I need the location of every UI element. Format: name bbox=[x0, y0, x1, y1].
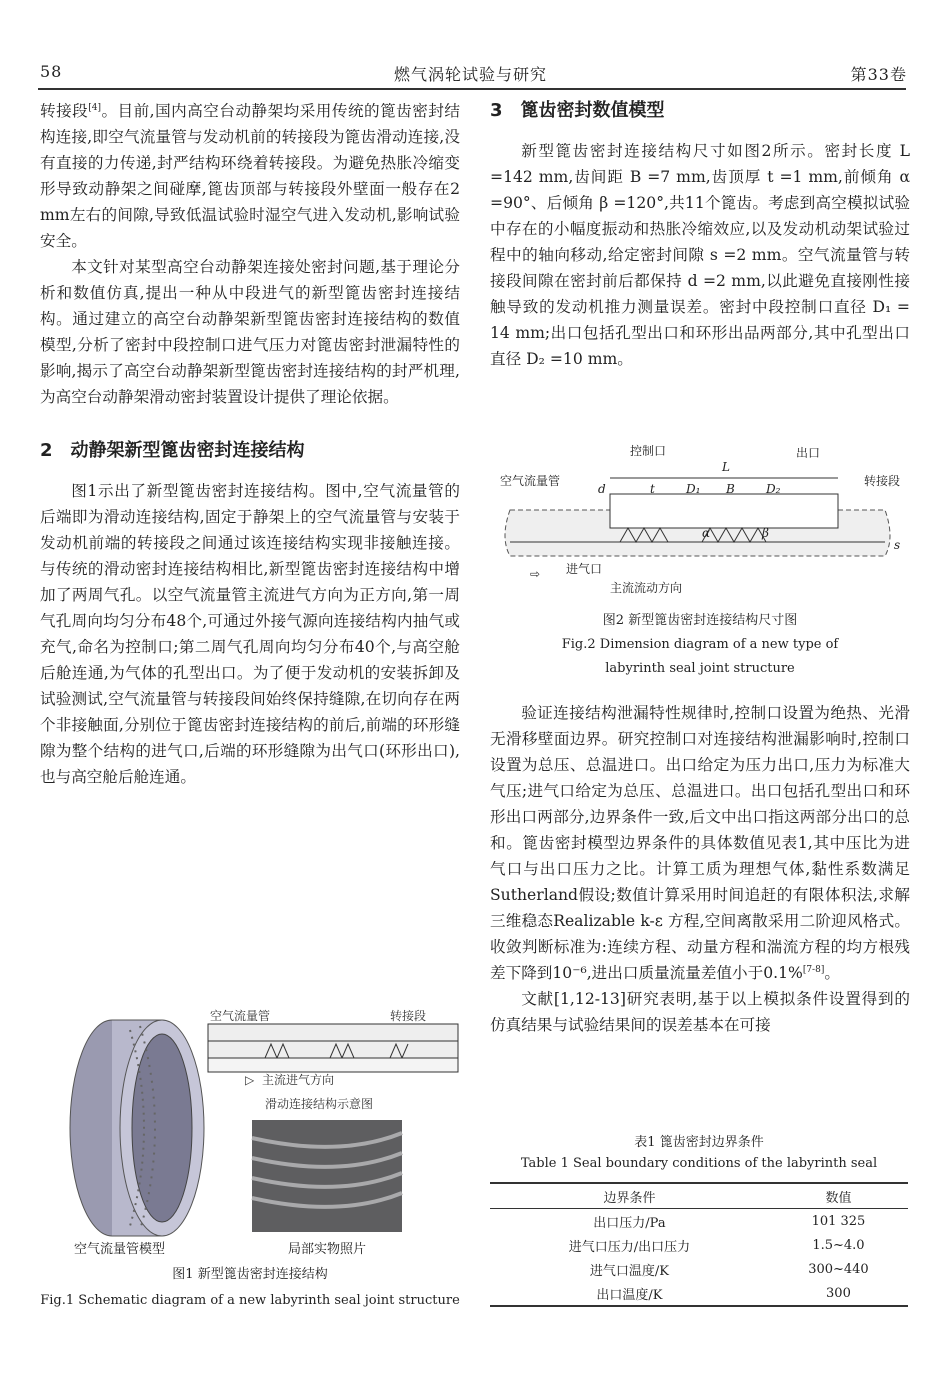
table-cell: 300~440 bbox=[808, 1261, 869, 1277]
table-cell: 300 bbox=[826, 1285, 851, 1301]
table-header-row bbox=[490, 1183, 908, 1209]
fig2-label-in: 进气口 bbox=[566, 562, 603, 576]
fig2-caption-cn: 图2 新型篦齿密封连接结构尺寸图 bbox=[602, 613, 798, 628]
fig1-caption-en: Fig.1 Schematic diagram of a new labyrinth seal joint structure bbox=[40, 1293, 460, 1308]
page-number: 58 bbox=[40, 62, 63, 81]
fig2-label-ctrl: 控制口 bbox=[630, 444, 667, 458]
table-cell: 进气口温度/K bbox=[589, 1263, 669, 1279]
fig1-caption-cn: 图1 新型篦齿密封连接结构 bbox=[172, 1267, 328, 1282]
fig1-label-schematic: 滑动连接结构示意图 bbox=[265, 1097, 374, 1111]
table-row bbox=[490, 1281, 908, 1306]
fig2-sym-B: B bbox=[726, 482, 735, 496]
table-header-cell: 数值 bbox=[825, 1190, 852, 1206]
fig2-sym-D1: D₁ bbox=[686, 482, 701, 496]
table-cell: 出口压力/Pa bbox=[593, 1215, 666, 1231]
period: 。 bbox=[824, 964, 840, 982]
table-cell: 1.5~4.0 bbox=[812, 1237, 865, 1253]
section-3-paragraph-3: 文献[1,12-13]研究表明,基于以上模拟条件设置得到的仿真结果与试验结果间的误差基本在可接 bbox=[490, 990, 910, 1034]
journal-title: 燃气涡轮试验与研究 bbox=[393, 65, 547, 84]
intro-text-cont: 。目前,国内高空台动静架均采用传统的篦齿密封结构连接,即空气流量管与发动机前的转接段为篦齿滑动连接,没有直接的力传递,封严结构环绕着转接段。为避免热胀冷缩变形导致动静架之间碰摩,篦齿顶部与转接段外壁面一般存在2 mm左右的间隙,导致低温试验时湿空气进入发动机,影响试验安全。 bbox=[40, 102, 460, 250]
table-1 bbox=[490, 1132, 908, 1307]
fig2-label-flow: 主流流动方向 bbox=[610, 581, 683, 595]
fig2-sym-t: t bbox=[650, 482, 655, 496]
fig2-label-adapter: 转接段 bbox=[864, 474, 901, 488]
table1-caption-en: Table 1 Seal boundary conditions of the labyrinth seal bbox=[520, 1156, 878, 1171]
right-column bbox=[490, 98, 910, 372]
table1-caption-cn: 表1 篦齿密封边界条件 bbox=[634, 1135, 764, 1150]
figure-2-graphic bbox=[490, 438, 910, 598]
fig2-caption-en-2: labyrinth seal joint structure bbox=[605, 661, 795, 676]
svg-text:▷: ▷ bbox=[245, 1073, 255, 1087]
section-3-text: 验证连接结构泄漏特性规律时,控制口设置为绝热、光滑无滑移壁面边界。研究控制口对连接结构泄漏影响时,控制口设置为总压、总温进口。出口给定为压力出口,压力为标准大气压;进气口给定为总压、总温进口。出口包括孔型出口和环形出口两部分,边界条件一致,后文中出口指这两部分出口的总和。篦齿密封模型边界条件的具体数值见表1,其中压比为进气口与出口压力之比。计算工质为理想气体,黏性系数满足Sutherland假设;数值计算采用时间追赶的有限体积法,求解三维稳态Realizable k-ε 方程,空间离散采用二阶迎风格式。收敛判断标准为:连续方程、动量方程和湍流方程的均方根残差下降到10⁻⁶,进出口质量流量差值小于0.1% bbox=[490, 704, 910, 982]
citation-2: [7-8] bbox=[802, 964, 825, 975]
table-row bbox=[490, 1209, 908, 1234]
fig2-sym-L: L bbox=[722, 460, 730, 474]
fig2-sym-s: s bbox=[894, 538, 901, 552]
fig2-sym-d: d bbox=[598, 482, 606, 496]
volume-label: 第33卷 bbox=[850, 65, 907, 84]
section-3-paragraph-2 bbox=[490, 700, 910, 986]
fig2-caption-en-1: Fig.2 Dimension diagram of a new type of bbox=[561, 637, 839, 652]
table-cell: 101 325 bbox=[811, 1213, 866, 1229]
section-3-paragraph-1: 新型篦齿密封连接结构尺寸如图2所示。密封长度 L =142 mm,齿间距 B =7 mm,齿顶厚 t =1 mm,前倾角 α =90°、后倾角 β =120°,共11个篦齿。考虑到高空模拟试验中存在的小幅度振动和热胀冷缩效应,以及发动机动架试验过程中的轴向移动,给定密封间隙 s =2 mm。空气流量管与转接段间隙在密封前后都保持 d =2 mm,以此避免直接刚性接触导致的发动机推力测量误差。密封中段控制口直径 D₁ = 14 mm;出口包括孔型出口和环形出品两部分,其中孔型出口直径 D₂ =10 mm。 bbox=[490, 142, 910, 368]
svg-text:⇨: ⇨ bbox=[530, 567, 541, 581]
fig2-sym-alpha: α bbox=[702, 526, 711, 540]
citation: [4] bbox=[88, 102, 101, 113]
table-row bbox=[490, 1233, 908, 1257]
photo-image bbox=[252, 1120, 402, 1232]
intro-text: 转接段 bbox=[40, 102, 89, 120]
table-cell: 出口温度/K bbox=[596, 1287, 663, 1303]
table-header-cell: 边界条件 bbox=[603, 1190, 656, 1206]
fig2-sym-D2: D₂ bbox=[766, 482, 781, 496]
fig1-label-photo: 局部实物照片 bbox=[288, 1242, 367, 1257]
fig1-label-adapter: 转接段 bbox=[390, 1009, 427, 1023]
figure-1-graphic bbox=[40, 1008, 460, 1248]
fig1-label-model: 空气流量管模型 bbox=[74, 1242, 166, 1257]
fig1-label-pipe: 空气流量管 bbox=[210, 1009, 271, 1023]
header-rule bbox=[38, 88, 906, 90]
section-2-paragraph: 图1示出了新型篦齿密封连接结构。图中,空气流量管的后端即为滑动连接结构,固定于静架上的空气流量管与安装于发动机前端的转接段之间通过该连接结构实现非接触连接。与传统的滑动密封连接结构相比,新型篦齿密封连接结构中增加了两周气孔。以空气流量管主流进气方向为正方向,第一周气孔周向均匀分布48个,可通过外接气源向连接结构内抽气或充气,命名为控制口;第二周气孔周向均匀分布40个,与高空舱后舱连通,为气体的孔型出口。为了便于发动机的安装拆卸及试验测试,空气流量管与转接段间始终保持缝隙,在切向存在两个非接触面,分别位于篦齿密封连接结构的前后,前端的环形缝隙为整个结构的进气口,后端的环形缝隙为出气口(环形出口),也与高空舱后舱连通。 bbox=[40, 482, 460, 786]
table-cell: 进气口压力/出口压力 bbox=[568, 1239, 691, 1255]
fig2-sym-beta: β bbox=[762, 526, 769, 540]
fig2-label-pipe: 空气流量管 bbox=[500, 474, 561, 488]
figure-2 bbox=[490, 438, 910, 688]
left-column bbox=[40, 98, 460, 790]
figure-1 bbox=[40, 1008, 460, 1308]
section-3-heading: 3 篦齿密封数值模型 bbox=[490, 100, 665, 121]
fig1-label-flow: 主流进气方向 bbox=[262, 1073, 335, 1087]
intro-paragraph-1 bbox=[40, 98, 460, 254]
table1-grid bbox=[490, 1182, 908, 1307]
section-2-heading: 2 动静架新型篦齿密封连接结构 bbox=[40, 440, 305, 461]
right-column-lower bbox=[490, 700, 910, 1038]
fig2-label-out: 出口 bbox=[796, 446, 821, 460]
table-row bbox=[490, 1257, 908, 1281]
intro-paragraph-2: 本文针对某型高空台动静架连接处密封问题,基于理论分析和数值仿真,提出一种从中段进气的新型篦齿密封连接结构。通过建立的高空台动静架新型篦齿密封连接结构的数值模型,分析了密封中段控制口进气压力对篦齿密封泄漏特性的影响,揭示了高空台动静架新型篦齿密封连接结构的封严机理,为高空台动静架滑动密封装置设计提供了理论依据。 bbox=[40, 258, 460, 406]
pipe-model-drawing bbox=[70, 1020, 204, 1236]
